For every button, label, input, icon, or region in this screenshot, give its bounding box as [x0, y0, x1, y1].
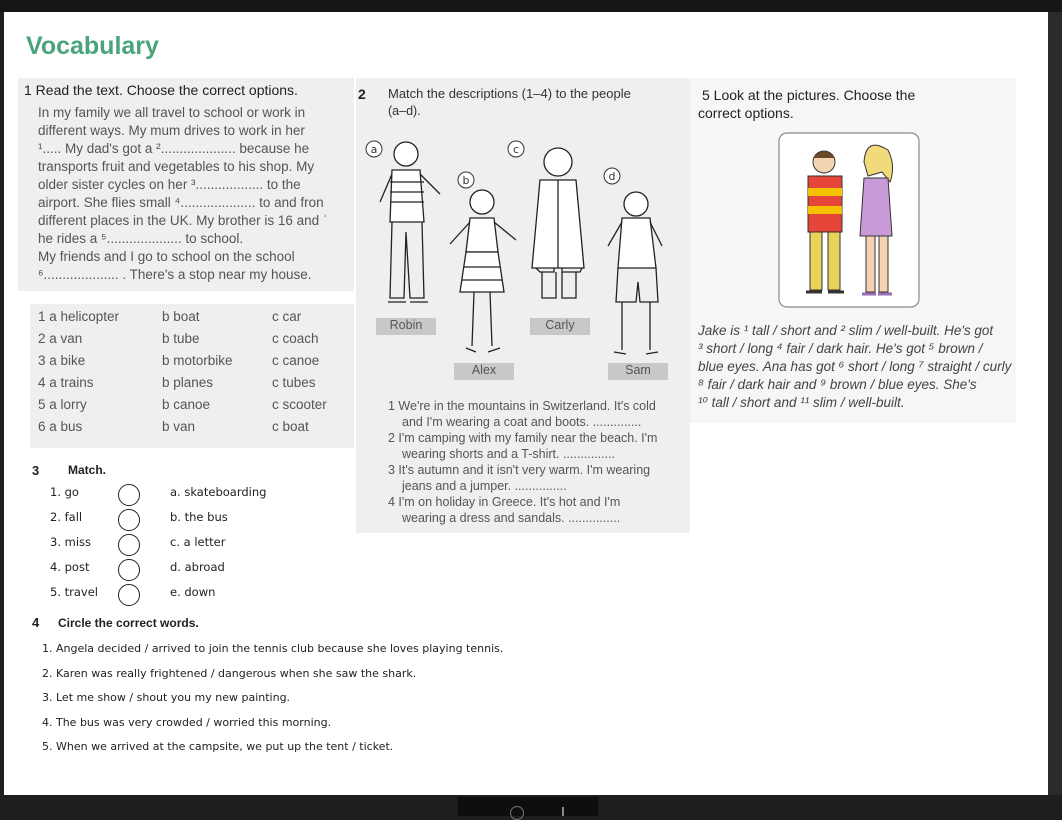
answer-circle[interactable]: [118, 534, 140, 556]
answer-circle[interactable]: [118, 484, 140, 506]
ex3-right-item: a. skateboarding: [170, 485, 267, 499]
option-c[interactable]: c coach: [272, 331, 319, 346]
ex3-left-item: 1. go: [50, 485, 79, 499]
ex1-option-row: [38, 374, 354, 396]
answer-circle[interactable]: [118, 559, 140, 581]
ex1-line: My friends and I go to school on the school: [38, 249, 295, 264]
ex5-line: ³ short / long ⁴ fair / dark hair. He's got ⁵ brown /: [698, 341, 983, 356]
letter-d: d: [608, 170, 616, 183]
option-a[interactable]: 1 a helicopter: [38, 309, 120, 324]
option-b[interactable]: b tube: [162, 331, 200, 346]
ex5-line: ¹⁰ tall / short and ¹¹ slim / well-built.: [698, 395, 905, 410]
ex1-line: ¹..... My dad's got a ².................... because he: [38, 141, 310, 156]
ex1-line: different places in the UK. My brother is 16 and ʾ: [38, 213, 328, 228]
ex5-text: [698, 322, 1016, 412]
option-c[interactable]: c car: [272, 309, 302, 324]
ex3-right-column: [170, 485, 266, 610]
ex3-left-item: 2. fall: [50, 510, 83, 524]
ex1-line: he rides a ⁵.................... to school.: [38, 231, 244, 246]
ex1-option-row: [38, 396, 354, 418]
person-carly-figure: [532, 148, 584, 298]
ex4-heading: Circle the correct words.: [58, 616, 199, 630]
name-label-sam: Sam: [608, 363, 668, 380]
ex4-items: [42, 642, 503, 765]
ex4-item: 2. Karen was really frightened / dangerous when she saw the shark.: [42, 666, 417, 680]
ex1-line: ⁶.................... . There's a stop near my house.: [38, 267, 312, 282]
ex2-item: 4 I'm on holiday in Greece. It's hot and I'm: [388, 495, 621, 509]
answer-circle[interactable]: [118, 509, 140, 531]
letter-a: a: [370, 143, 378, 156]
ex2-item: 1 We're in the mountains in Switzerland. It's cold: [388, 399, 656, 413]
ex1-line: transports fruit and vegetables to his shop. My: [38, 159, 315, 174]
ex3-left-column: [50, 485, 98, 610]
ex3-left-item: 4. post: [50, 560, 90, 574]
taskbar: [458, 797, 598, 816]
ex5-line: Jake is ¹ tall / short and ² slim / well-built. He's got: [698, 323, 994, 338]
option-c[interactable]: c boat: [272, 419, 309, 434]
page-title: Vocabulary: [26, 32, 159, 60]
ex3-right-item: b. the bus: [170, 510, 228, 524]
ex2-item: wearing shorts and a T-shirt. ...............: [402, 447, 616, 461]
worksheet-page: [4, 12, 1048, 795]
ex1-heading: 1 Read the text. Choose the correct options.: [24, 82, 298, 98]
letter-c: c: [512, 143, 520, 156]
letter-b: b: [462, 174, 470, 187]
people-illustration: [360, 122, 690, 392]
jake-ana-picture: [778, 132, 920, 308]
ex1-option-row: [38, 418, 354, 440]
ex4-number: 4: [32, 615, 40, 630]
ex1-line: different ways. My mum drives to work in her: [38, 123, 305, 138]
ex4-item: 3. Let me show / shout you my new painting.: [42, 691, 291, 704]
letter-d-badge: [604, 168, 620, 184]
option-b[interactable]: b planes: [162, 375, 214, 390]
ex1-line: In my family we all travel to school or work in: [38, 105, 306, 120]
name-label-robin: Robin: [376, 318, 436, 335]
option-a[interactable]: 5 a lorry: [38, 397, 87, 412]
ex5-heading-line2: correct options.: [698, 105, 794, 121]
option-a[interactable]: 3 a bike: [38, 353, 86, 368]
ex1-line: airport. She flies small ⁴.................... to and fron: [38, 195, 324, 210]
option-c[interactable]: c tubes: [272, 375, 316, 390]
option-b[interactable]: b van: [162, 419, 196, 434]
ex1-line: older sister cycles on her ³.................. to the: [38, 177, 301, 192]
person-sam-figure: [608, 192, 662, 354]
ex4-item: 4. The bus was very crowded / worried this morning.: [42, 715, 332, 729]
ex1-option-row: [38, 330, 354, 352]
ex5-heading: 5 Look at the pictures. Choose the: [702, 87, 916, 103]
letter-b-badge: [458, 172, 474, 188]
letter-a-badge: [366, 141, 382, 157]
ex3-heading: Match.: [68, 463, 107, 477]
answer-circle[interactable]: [118, 584, 140, 606]
ex2-heading-range: (a–d).: [388, 104, 421, 118]
ex2-item: wearing a dress and sandals. ...............: [402, 511, 621, 525]
ex3-answer-circles: [118, 484, 140, 606]
name-label-carly: Carly: [530, 318, 590, 335]
ex2-item: 2 I'm camping with my family near the beach. I'm: [388, 431, 658, 445]
ex1-option-row: [38, 308, 354, 330]
ex3-right-item: c. a letter: [170, 535, 226, 549]
ex2-item: jeans and a jumper. ...............: [402, 479, 567, 493]
ex2-descriptions: [388, 398, 688, 526]
ex3-right-item: e. down: [170, 585, 216, 599]
name-label-alex: Alex: [454, 363, 514, 380]
ex5-line: ⁸ fair / dark hair and ⁹ brown / blue eyes. She's: [698, 377, 977, 392]
option-b[interactable]: b boat: [162, 309, 200, 324]
person-robin-figure: [380, 142, 440, 302]
right-edge-bar: [1048, 12, 1062, 816]
person-alex-figure: [450, 190, 516, 352]
ex1-options: [38, 308, 354, 440]
ex2-heading: Match the descriptions (1–4) to the people: [388, 86, 631, 101]
option-b[interactable]: b canoe: [162, 397, 211, 412]
ex2-item: 3 It's autumn and it isn't very warm. I'm wearing: [388, 463, 651, 477]
ex5-line: blue eyes. Ana has got ⁶ short / long ⁷ straight / curly: [698, 359, 1012, 374]
option-a[interactable]: 6 a bus: [38, 419, 83, 434]
ex4-item: 5. When we arrived at the campsite, we put up the tent / ticket.: [42, 740, 394, 753]
ex2-item: and I'm wearing a coat and boots. ..............: [402, 415, 642, 429]
option-a[interactable]: 4 a trains: [38, 375, 94, 390]
search-icon[interactable]: [510, 806, 524, 820]
ex3-left-item: 5. travel: [50, 585, 98, 599]
ex4-item: 1. Angela decided / arrived to join the tennis club because she loves playing tennis.: [42, 642, 504, 655]
ex1-paragraph: [38, 104, 354, 284]
ex3-right-item: d. abroad: [170, 560, 225, 574]
letter-c-badge: [508, 141, 524, 157]
ex1-option-row: [38, 352, 354, 374]
ex2-number: 2: [358, 86, 366, 102]
option-b[interactable]: b motorbike: [162, 353, 233, 368]
option-c[interactable]: c scooter: [272, 397, 327, 412]
top-bar: [0, 0, 1062, 12]
option-a[interactable]: 2 a van: [38, 331, 83, 346]
ex3-left-item: 3. miss: [50, 535, 92, 549]
cursor-icon: [562, 807, 564, 816]
option-c[interactable]: c canoe: [272, 353, 320, 368]
ex3-number: 3: [32, 463, 40, 478]
